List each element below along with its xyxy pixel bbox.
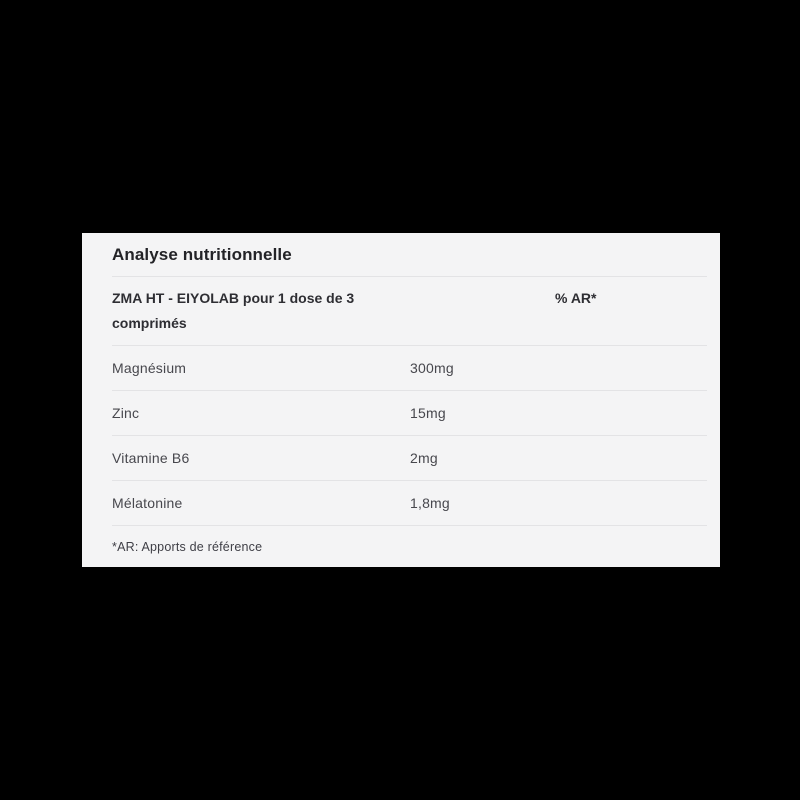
nutrient-name: Mélatonine	[112, 495, 183, 511]
table-header-row	[112, 277, 707, 346]
ar-footnote: *AR: Apports de référence	[112, 539, 263, 554]
nutrient-amount: 300mg	[410, 360, 454, 376]
table-row	[112, 391, 707, 436]
nutrient-name: Magnésium	[112, 360, 187, 376]
footnote-block	[112, 526, 707, 567]
nutrient-amount: 15mg	[410, 405, 446, 421]
product-dose-label: ZMA HT - EIYOLAB pour 1 dose de 3 comprimés	[112, 290, 355, 331]
table-row	[112, 481, 707, 526]
card-title: Analyse nutritionnelle	[112, 244, 292, 264]
nutrient-name: Vitamine B6	[112, 450, 190, 466]
nutrient-amount: 2mg	[410, 450, 438, 466]
nutrition-analysis-card	[82, 233, 720, 567]
table-row	[112, 436, 707, 481]
card-title-block	[112, 233, 707, 277]
nutrient-amount: 1,8mg	[410, 495, 450, 511]
table-row	[112, 346, 707, 391]
ar-column-header: % AR*	[555, 290, 597, 306]
nutrient-name: Zinc	[112, 405, 140, 421]
